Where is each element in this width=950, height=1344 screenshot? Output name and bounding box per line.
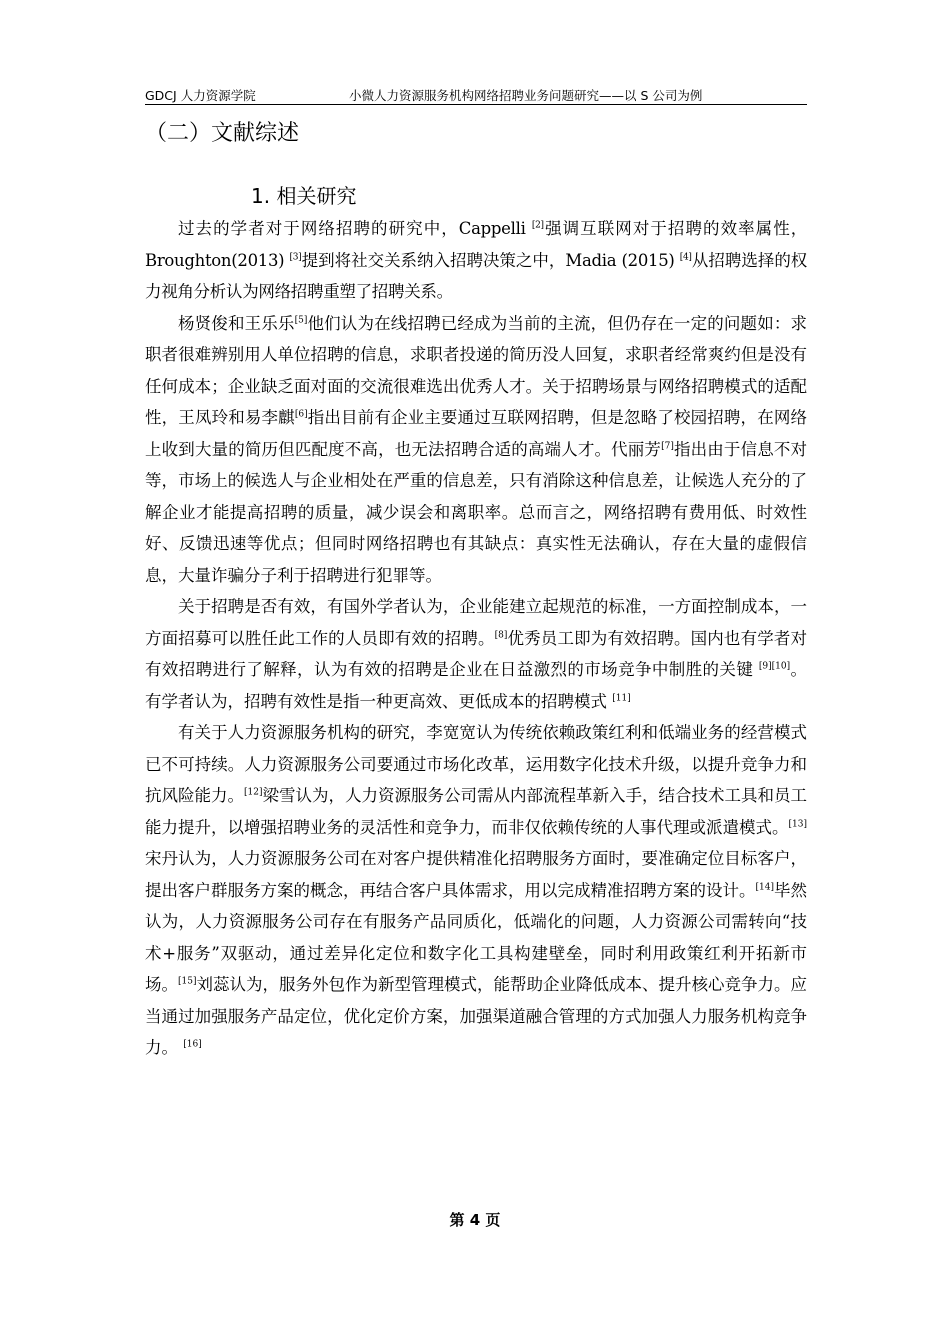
citation: [2] <box>531 220 544 231</box>
citation: [7] <box>661 441 674 451</box>
text-run: 强调互联网对于招聘的效率属性，Broughton(2013) <box>145 219 807 270</box>
text-run: 。有学者认为，招聘有效性是指一种更高效、更低成本的招聘模式 <box>145 660 808 711</box>
body-text <box>145 213 807 1064</box>
paragraph-2 <box>145 308 807 592</box>
text-run: 刘蕊认为，服务外包作为新型管理模式，能帮助企业降低成本、提升核心竞争力。应当通过加强服务产品定位，优化定价方案，加强渠道融合管理的方式加强人力服务机构竞争力。 <box>145 975 808 1057</box>
citation: [16] <box>183 1039 202 1050</box>
text-run: 宋丹认为，人力资源服务公司在对客户提供精准化招聘服务方面时，要准确定位目标客户，提出客户群服务方案的概念，再结合客户具体需求，用以完成精准招聘方案的设计。 <box>145 849 807 900</box>
citation: [10] <box>771 661 791 672</box>
text-run: 从招聘选择的权力视角分析认为网络招聘重塑了招聘关系。 <box>145 250 807 301</box>
text-run: 提到将社交关系纳入招聘决策之中，Madia (2015) <box>301 250 680 270</box>
page-number: 第 4 页 <box>449 1211 501 1229</box>
citation: [9] <box>758 661 772 672</box>
citation: [14] <box>755 882 774 892</box>
citation: [13] <box>788 819 807 829</box>
subsection-title: 1. 相关研究 <box>251 184 357 208</box>
paragraph-3 <box>145 591 807 717</box>
text-run: 毕然认为，人力资源服务公司存在有服务产品同质化，低端化的问题，人力资源公司需转向“技术+服务”双驱动，通过差异化定位和数字化工具构建壁垒，同时利用政策红利开拓新市场。 <box>145 880 808 994</box>
citation: [8] <box>494 630 508 640</box>
header-institution: GDCJ 人力资源学院 <box>145 88 256 103</box>
header-thesis-title: 小微人力资源服务机构网络招聘业务问题研究——以 S 公司为例 <box>349 88 703 103</box>
text-run: 他们认为在线招聘已经成为当前的主流，但仍存在一定的问题如：求职者很难辨别用人单位招聘的信息，求职者投递的简历没人回复，求职者经常爽约但是没有任何成本；企业缺乏面对面的交流很难选出优秀人才。关于招聘场景与网络招聘模式的适配性，王凤玲和易李麒 <box>145 313 808 427</box>
citation: [6] <box>294 409 308 420</box>
paragraph-4 <box>145 717 807 1064</box>
section-title: （二）文献综述 <box>145 121 300 146</box>
citation: [12] <box>244 787 263 798</box>
text-run: 关于招聘是否有效，有国外学者认为，企业能建立起规范的标准，一方面控制成本，一方面招募可以胜任此工作的人员即有效的招聘。 <box>145 597 807 648</box>
page-header <box>145 88 807 105</box>
citation: [5] <box>294 315 308 325</box>
citation: [3] <box>289 252 302 262</box>
text-run: 有关于人力资源服务机构的研究，李宽宽认为传统依赖政策红利和低端业务的经营模式已不可持续。人力资源服务公司要通过市场化改革，运用数字化技术升级，以提升竞争力和抗风险能力。 <box>145 723 807 805</box>
text-run: 指出由于信息不对等，市场上的候选人与企业相处在严重的信息差，只有消除这种信息差，让候选人充分的了解企业才能提高招聘的质量，减少误会和离职率。总而言之，网络招聘有费用低、时效性好、反馈迅速等优点；但同时网络招聘也有其缺点：真实性无法确认，存在大量的虚假信息，大量诈骗分子利于招聘进行犯罪等。 <box>145 439 808 585</box>
text-run: 杨贤俊和王乐乐 <box>178 313 295 333</box>
citation: [15] <box>178 976 197 987</box>
citation: [4] <box>679 252 692 262</box>
paragraph-1 <box>145 213 807 308</box>
citation: [11] <box>612 693 631 703</box>
text-run: 指出目前有企业主要通过互联网招聘，但是忽略了校园招聘，在网络上收到大量的简历但匹配度不高，也无法招聘合适的高端人才。代丽芳 <box>145 408 808 459</box>
text-run: 过去的学者对于网络招聘的研究中，Cappelli <box>178 219 532 238</box>
text-run: 梁雪认为，人力资源服务公司需从内部流程革新入手，结合技术工具和员工能力提升，以增强招聘业务的灵活性和竞争力，而非仅依赖传统的人事代理或派遣模式。 <box>145 786 808 837</box>
text-run: 优秀员工即为有效招聘。国内也有学者对有效招聘进行了解释，认为有效的招聘是企业在日益激烈的市场竞争中制胜的关键 <box>145 628 808 679</box>
